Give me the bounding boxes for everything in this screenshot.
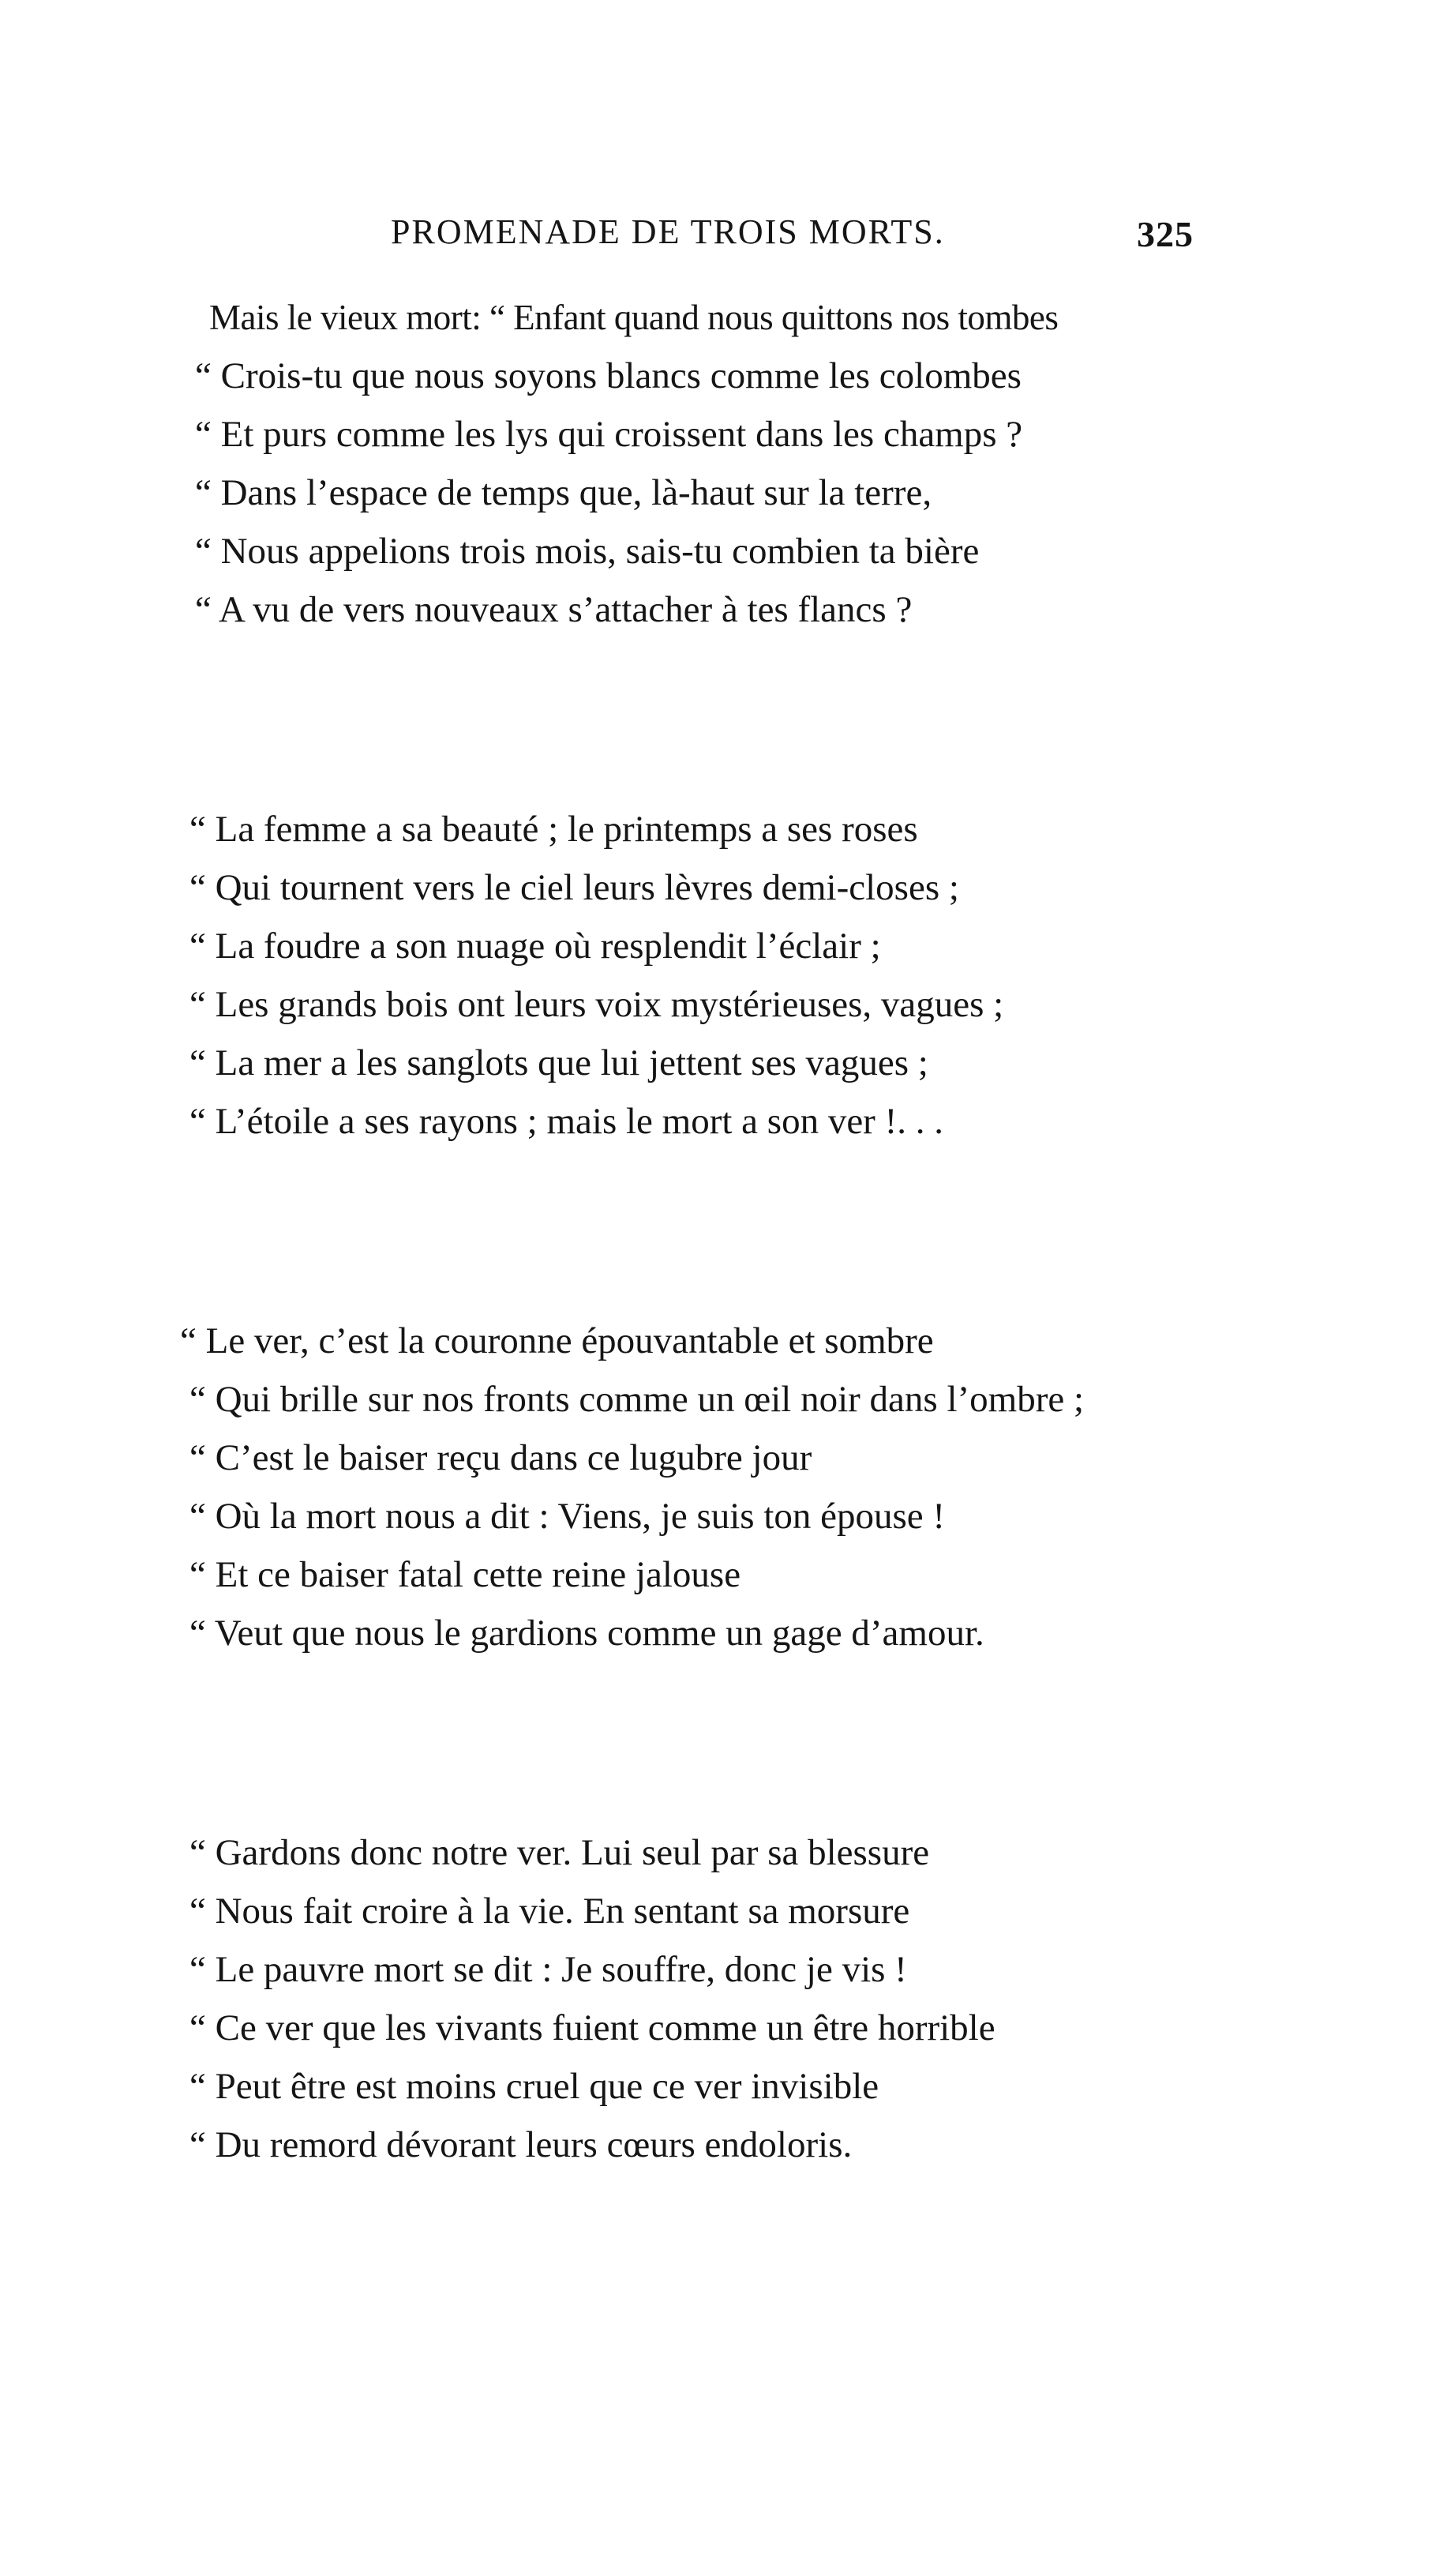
verse-line: “ Nous fait croire à la vie. En sentant sa morsure [189,1891,910,1932]
verse-line: “ Qui brille sur nos fronts comme un œil noir dans l’ombre ; [189,1379,1085,1420]
verse-line: Mais le vieux mort: “ Enfant quand nous quittons nos tombes [209,298,1059,337]
verse-line: “ Nous appelions trois mois, sais-tu combien ta bière [195,531,980,572]
verse-line: “ L’étoile a ses rayons ; mais le mort a son ver !. . . [189,1101,943,1142]
verse-line: “ Veut que nous le gardions comme un gage d’amour. [189,1613,984,1654]
verse-line: “ Et purs comme les lys qui croissent dans les champs ? [195,414,1023,455]
verse-line: “ Le ver, c’est la couronne épouvantable et sombre [180,1320,934,1361]
verse-line: “ Du remord dévorant leurs cœurs endoloris. [189,2124,853,2165]
verse-line: “ Crois-tu que nous soyons blancs comme les colombes [195,355,1022,396]
verse-line: “ Dans l’espace de temps que, là-haut sur la terre, [195,472,932,513]
verse-line: “ Où la mort nous a dit : Viens, je suis ton épouse ! [189,1496,946,1537]
verse-line: “ La mer a les sanglots que lui jettent ses vagues ; [189,1042,928,1083]
verse-line: “ Gardons donc notre ver. Lui seul par sa blessure [189,1832,930,1873]
verse-line: “ La foudre a son nuage où resplendit l’éclair ; [189,926,881,967]
running-title: PROMENADE DE TROIS MORTS. [391,212,945,251]
verse-line: “ C’est le baiser reçu dans ce lugubre jour [189,1437,812,1478]
verse-line: “ A vu de vers nouveaux s’attacher à tes flancs ? [195,589,913,630]
verse-line: “ Qui tournent vers le ciel leurs lèvres demi-closes ; [189,867,959,908]
page-number: 325 [1137,214,1194,254]
page-header [0,212,1451,267]
verse-line: “ La femme a sa beauté ; le printemps a ses roses [189,809,918,850]
verse-line: “ Peut être est moins cruel que ce ver invisible [189,2066,879,2107]
verse-line: “ Et ce baiser fatal cette reine jalouse [189,1554,741,1595]
verse-line: “ Le pauvre mort se dit : Je souffre, donc je vis ! [189,1949,907,1990]
verse-line: “ Les grands bois ont leurs voix mystérieuses, vagues ; [189,984,1004,1025]
verse-line: “ Ce ver que les vivants fuient comme un être horrible [189,2007,995,2048]
